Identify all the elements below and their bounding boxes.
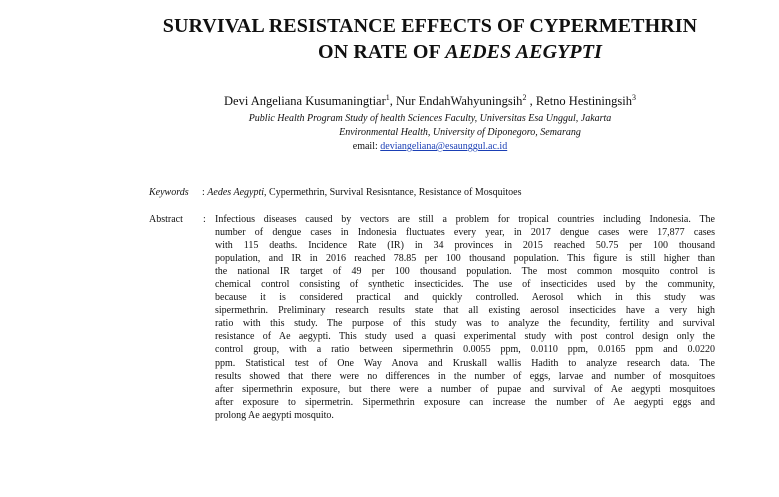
email-line [150,141,710,152]
abstract-line: with 115 deaths. Incidence Rate (IR) in 34 provinces in 2015 reached 50.75 per 100 thousand [215,240,715,252]
abstract-line: resistance of Ae aegypti. This study used a quasi experimental study with post control design only the [215,331,715,343]
author-name: Nur EndahWahyuningsih [396,94,523,108]
keywords-text [202,187,522,198]
abstract-line: after sipermethrin exposure, but there were a number of pupae and survival of Ae aegypti mosquitoes [215,383,715,395]
email-label: email: [352,141,381,152]
abstract-line: the national IR target of 49 per 100 thousand population. The most common mosquito control is [215,266,715,278]
abstract-line: prolong Ae aegypti mosquito. [215,409,334,421]
abstract-body [215,213,715,422]
abstract-line: Infectious diseases caused by vectors are still a problem for tropical countries including Indonesia. The [215,214,715,225]
abstract-label: Abstract [149,214,183,225]
author-separator: , [526,94,536,108]
keywords-prefix: : [202,187,208,198]
abstract-line: after exposure to sipermetrin. Sipermethrin exposure can increase the number of Ae aegypti eggs and [215,396,715,408]
abstract-line: ppm. Statistical test of One Way Anova and Kruskall wallis Hadith to analyze research data. The [215,357,715,369]
author-separator: , [389,94,397,108]
keyword-species: Aedes Aegypti [207,187,265,198]
abstract-line: number of dengue cases in Indonesia fluctuates every year, in 2017 dengue cases were 17,877 cases [215,227,715,239]
author-affiliation-mark: 2 [522,93,527,102]
title-line-2-prefix: ON RATE OF [318,41,446,63]
paper-title-line-2 [150,39,770,65]
abstract-line: because it is considered practical and quickly controlled. Aerosol which in this study was [215,292,715,304]
affiliation-line-2: Environmental Health, University of Diponegoro, Semarang [339,127,581,138]
email-link[interactable]: deviangeliana@esaunggul.ac.id [380,141,508,152]
abstract-line: ratio with this study. The purpose of this study was to analyze the fecundity, fertility and survival [215,318,715,330]
author-name: Devi Angeliana Kusumaningtiar [224,94,386,108]
affiliation-line-1: Public Health Program Study of health Sciences Faculty, Universitas Esa Unggul, Jakarta [248,113,612,124]
abstract-line: control group, with a ratio between sipermethrin 0.0055 ppm, 0.0110 ppm, 0.0165 ppm and 0.0220 [215,344,715,356]
abstract-line: population, and IR in 2016 reached 78.85 per 100 thousand population. This figure is still higher than [215,253,715,265]
abstract-line: chemical control consisting of synthetic insecticides. The use of insecticides used by the community, [215,279,715,291]
keywords-label: Keywords [149,187,189,198]
title-line-2-species: AEDES AEGYPTI [445,41,602,63]
author-affiliation-mark: 3 [632,93,636,102]
author-list [120,93,740,109]
paper-title-line-1: SURVIVAL RESISTANCE EFFECTS OF CYPERMETHRIN [162,15,698,37]
abstract-line: sipermethrin. Preliminary research results state that all existing aerosol insecticides have a very high [215,305,715,317]
author-affiliation-mark: 1 [385,93,390,102]
abstract-line: results showed that there were no differences in the number of eggs, larvae and number of mosquitoes [215,370,715,382]
abstract-colon: : [203,214,206,225]
keywords-rest: , Cypermethrin, Survival Resisntance, Resistance of Mosquitoes [264,187,522,198]
author-name: Retno Hestiningsih [535,94,632,108]
